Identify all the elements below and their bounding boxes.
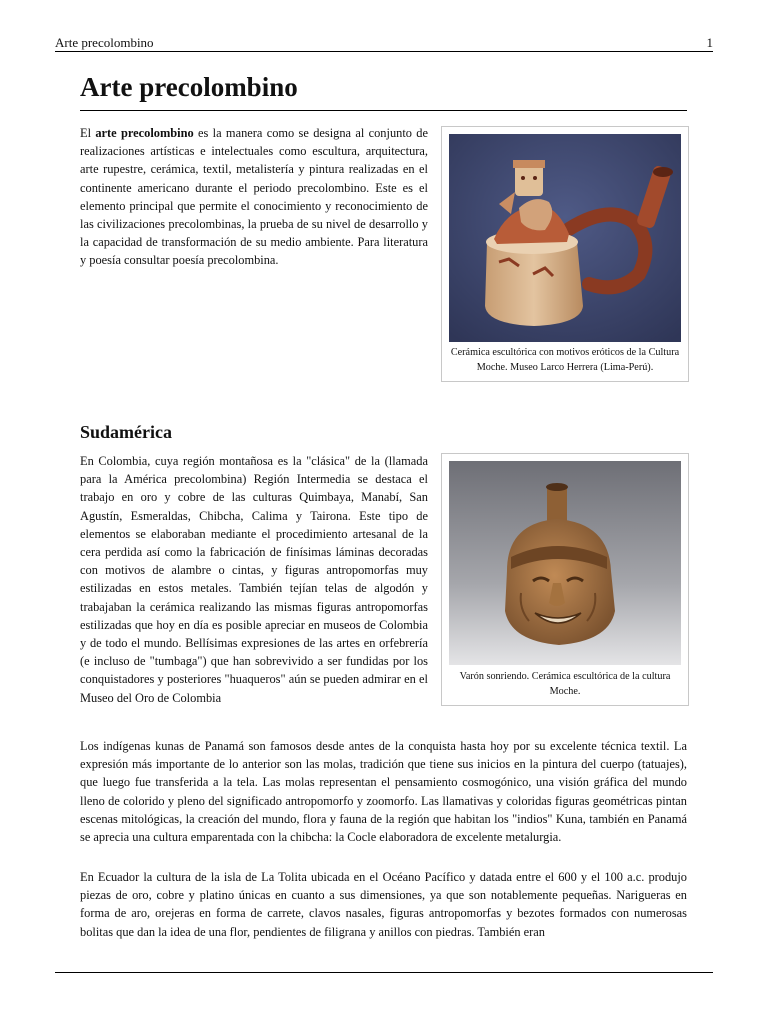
sudamerica-paragraph-panama: Los indígenas kunas de Panamá son famosos desde antes de la conquista hasta hoy por su excelente técnica textil. La expresión más importante de lo anterior son las molas, tradición que tiene sus inicios en la pintura del cuerpo (tatuajes), que luego fue transferida a la tela. Las molas representan el pensamiento cosmogónico, una visión gráfica del mundo lleno de colorido y pleno del significado antropomorfo y zoomorfo. Las llamativas y coloridas figuras geométricas pintan escenas mitológicas, la creación del mundo, flora y fauna de la región que habitan los "indios" Kuna, también en Panamá se aprecia una cultura emparentada con la chibcha: la Cocle elaboradora de excelente metalurgia. — [80, 739, 687, 845]
section-heading-sudamerica: Sudamérica — [80, 422, 172, 442]
title-divider — [80, 110, 687, 111]
footer-divider — [55, 972, 713, 973]
smiling-man-vessel-svg — [449, 461, 681, 665]
intro-prefix: El — [80, 126, 96, 140]
intro-rest: es la manera como se designa al conjunto de realizaciones artísticas e intelectuales como escultura, arquitectura, arte rupestre, cerámica, textil, metalistería y pintura realizadas en el continente americano durante el periodo precolombino. Este es el elemento principal que permite el conocimiento y reconocimiento de las civilizaciones precolombinas, la prueba de su nivel de desarrollo y la capacidad de transformación de su medio ambiente. Para literatura y poesía consultar poesía precolombina. — [80, 126, 428, 268]
figure-moche-erotic — [441, 126, 689, 382]
running-header — [55, 35, 713, 52]
intro-paragraph — [80, 124, 428, 270]
running-header-title: Arte precolombino — [55, 35, 154, 50]
smiling-man-vessel-image — [449, 461, 681, 665]
sudamerica-paragraph-colombia: En Colombia, cuya región montañosa es la "clásica" de la (llamada para la América precolombina) Región Intermedia se destaca el trabajo en oro y cobre de las culturas Quimbaya, Manabí, San Agustín, Esmeraldas, Chibcha, Calima y Tairona. Este tipo de elementos se elaboraban mediante el procedimiento artesanal de la cera perdida así como la fabricación de finísimas láminas decoradas con motivos de alambre o cintas, y figuras antropomorfas muy estilizadas en estos metales. También tejían telas de algodón y trabajaban la cerámica realizando las mismas figuras antropomorfas estilizadas que hoy en día es posible apreciar en museos de Colombia y de todo el mundo. Bellísimas expresiones de las artes en orfebrería (e incluso de "tumbaga") que han sobrevivido a ser fundidas por los conquistadores y posteriores "huaqueros" aún se pueden admirar en el Museo del Oro de Colombia — [80, 454, 428, 705]
page-title: Arte precolombino — [80, 72, 298, 102]
figure2-caption: Varón sonriendo. Cerámica escultórica de la cultura Moche. — [459, 671, 671, 697]
sudamerica-paragraph-ecuador: En Ecuador la cultura de la isla de La Tolita ubicada en el Océano Pacífico y datada entre el 600 y el 100 a.c. produjo piezas de oro, cobre y platino únicas en cuanto a sus dimensiones, ya que son notablemente pequeñas. Narigueras en forma de aro, orejeras en forma de carrete, clavos nasales, figuras antropomorfas y bezotes formados con numerosas bolitas que dan la idea de una flor, pendientes de filigrana y anillos con piedras. También eran — [80, 870, 687, 939]
figure1-caption: Cerámica escultórica con motivos eróticos de la Cultura Moche. Museo Larco Herrera (Lima-Perú). — [450, 347, 680, 373]
intro-bold-term: arte precolombino — [95, 126, 194, 140]
page-number: 1 — [706, 35, 713, 50]
moche-erotic-vessel-svg — [449, 134, 681, 342]
figure-varon-sonriendo — [441, 453, 689, 706]
moche-erotic-vessel-image — [449, 134, 681, 342]
